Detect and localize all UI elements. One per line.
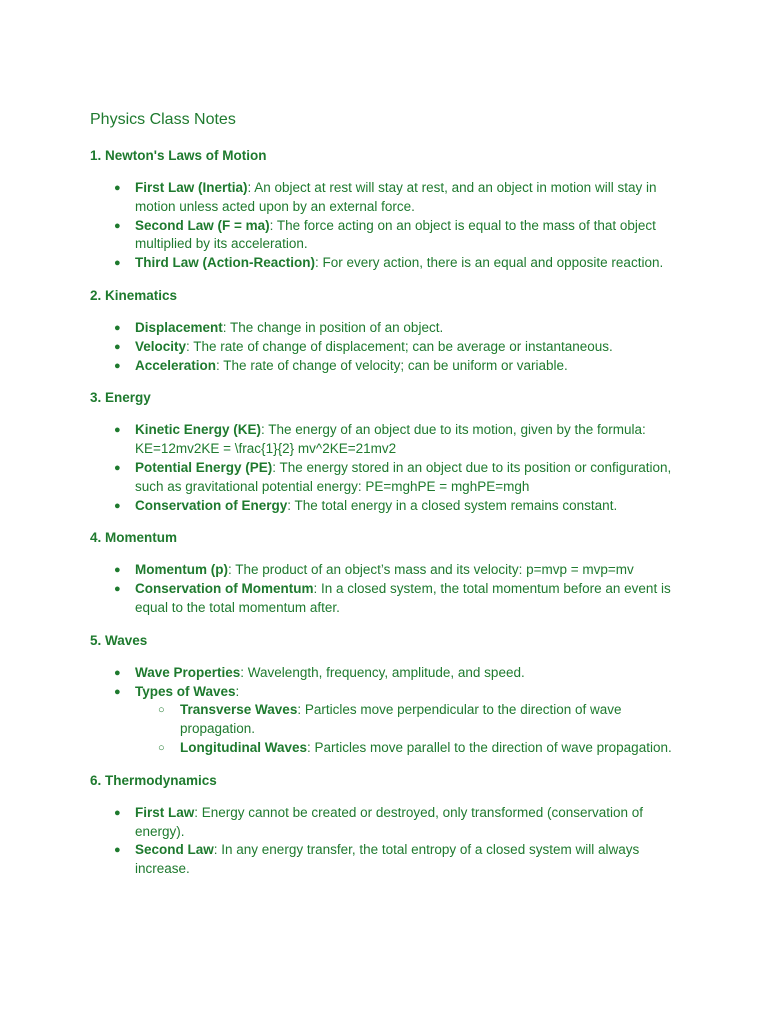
bullet-icon: ● bbox=[114, 583, 121, 596]
item-text: : The energy stored in an object due to its position or configuration, such as gravitational potential energy: PE=mghPE = mghPE=mgh bbox=[135, 459, 672, 494]
item-text: : Energy cannot be created or destroyed, only transformed (conservation of energy). bbox=[135, 804, 644, 839]
item-text: : The rate of change of displacement; can be average or instantaneous. bbox=[186, 338, 613, 354]
bullet-icon: ● bbox=[114, 340, 121, 353]
item-text: : For every action, there is an equal and opposite reaction. bbox=[315, 255, 664, 271]
bullet-list bbox=[90, 179, 690, 273]
list-item bbox=[90, 338, 690, 357]
hollow-bullet-icon: ○ bbox=[158, 704, 165, 717]
item-term: Kinetic Energy (KE) bbox=[135, 422, 262, 438]
item-text: : Particles move parallel to the direction of wave propagation. bbox=[307, 739, 672, 755]
item-text: : The product of an object’s mass and its velocity: p=mvp = mvp=mv bbox=[227, 562, 634, 578]
item-term: Momentum (p) bbox=[135, 562, 228, 578]
bullet-list bbox=[90, 561, 690, 617]
bullet-list bbox=[90, 421, 690, 515]
list-item bbox=[90, 217, 690, 255]
bullet-icon: ● bbox=[114, 564, 121, 577]
item-term: First Law (Inertia) bbox=[135, 180, 248, 195]
hollow-bullet-icon: ○ bbox=[158, 741, 165, 754]
item-text: : In a closed system, the total momentum before an event is equal to the total momentum after. bbox=[135, 581, 671, 615]
item-term: Conservation of Energy bbox=[135, 497, 288, 513]
list-item bbox=[90, 497, 690, 516]
bullet-list bbox=[90, 319, 690, 375]
section-momentum bbox=[90, 529, 690, 617]
section-heading: 2. Kinematics bbox=[90, 287, 178, 303]
item-term: Second Law bbox=[135, 842, 214, 858]
item-term: Velocity bbox=[135, 338, 187, 354]
item-text: : The rate of change of velocity; can be uniform or variable. bbox=[216, 357, 568, 373]
item-term: Wave Properties bbox=[135, 664, 241, 680]
document-page bbox=[90, 108, 690, 893]
item-term: Third Law (Action-Reaction) bbox=[135, 255, 315, 271]
item-text: : The change in position of an object. bbox=[222, 319, 444, 335]
item-term: First Law bbox=[135, 804, 195, 820]
list-item bbox=[90, 319, 690, 338]
section-newtons-laws bbox=[90, 147, 690, 273]
sub-bullet-list bbox=[90, 701, 690, 757]
list-item bbox=[90, 841, 690, 879]
list-item bbox=[90, 683, 690, 702]
item-text: : bbox=[235, 683, 240, 699]
item-term: Types of Waves bbox=[135, 683, 236, 699]
bullet-icon: ● bbox=[114, 806, 121, 819]
list-item bbox=[90, 421, 690, 459]
item-text: : In any energy transfer, the total entropy of a closed system will always increase. bbox=[135, 842, 640, 877]
bullet-icon: ● bbox=[114, 359, 121, 372]
section-heading: 6. Thermodynamics bbox=[90, 772, 217, 788]
bullet-list bbox=[90, 664, 690, 702]
section-energy bbox=[90, 389, 690, 515]
item-text: : The energy of an object due to its motion, given by the formula: KE=12mv2KE = \frac{1}{2} mv^2KE=21mv2 bbox=[135, 422, 646, 457]
section-heading: 5. Waves bbox=[90, 632, 148, 648]
list-item bbox=[90, 664, 690, 683]
item-text: : The total energy in a closed system remains constant. bbox=[287, 497, 618, 513]
list-item bbox=[90, 254, 690, 273]
list-item bbox=[90, 357, 690, 376]
list-item bbox=[90, 804, 690, 842]
list-item bbox=[90, 179, 690, 217]
item-text: : Wavelength, frequency, amplitude, and speed. bbox=[240, 664, 525, 680]
section-thermodynamics bbox=[90, 772, 690, 879]
bullet-icon: ● bbox=[114, 321, 121, 334]
item-text: : Particles move perpendicular to the direction of wave propagation. bbox=[180, 702, 622, 737]
bullet-icon: ● bbox=[114, 461, 121, 474]
section-heading: 4. Momentum bbox=[90, 530, 178, 546]
item-term: Second Law (F = ma) bbox=[135, 217, 270, 233]
document-title: Physics Class Notes bbox=[90, 111, 236, 128]
bullet-icon: ● bbox=[114, 257, 121, 270]
bullet-icon: ● bbox=[114, 182, 121, 194]
sub-list-item bbox=[135, 739, 690, 758]
bullet-icon: ● bbox=[114, 666, 121, 679]
bullet-icon: ● bbox=[114, 685, 121, 698]
item-term: Transverse Waves bbox=[180, 702, 298, 718]
item-text: : An object at rest will stay at rest, and an object in motion will stay in motion unless acted upon by an external force. bbox=[135, 180, 657, 214]
list-item bbox=[90, 580, 690, 618]
list-item bbox=[90, 561, 690, 580]
bullet-icon: ● bbox=[114, 424, 121, 437]
item-term: Conservation of Momentum bbox=[135, 581, 314, 597]
sub-list-item bbox=[135, 701, 690, 739]
bullet-icon: ● bbox=[114, 219, 121, 232]
list-item bbox=[90, 459, 690, 497]
section-kinematics bbox=[90, 287, 690, 375]
item-term: Displacement bbox=[135, 319, 223, 335]
item-term: Acceleration bbox=[135, 357, 217, 373]
bullet-icon: ● bbox=[114, 499, 121, 512]
section-heading: 1. Newton's Laws of Motion bbox=[90, 148, 267, 163]
item-text: : The force acting on an object is equal to the mass of that object multiplied by its acceleration. bbox=[135, 217, 656, 252]
section-heading: 3. Energy bbox=[90, 390, 151, 406]
bullet-list bbox=[90, 804, 690, 879]
item-term: Potential Energy (PE) bbox=[135, 459, 273, 475]
section-waves bbox=[90, 632, 690, 758]
item-term: Longitudinal Waves bbox=[180, 739, 308, 755]
bullet-icon: ● bbox=[114, 844, 121, 857]
